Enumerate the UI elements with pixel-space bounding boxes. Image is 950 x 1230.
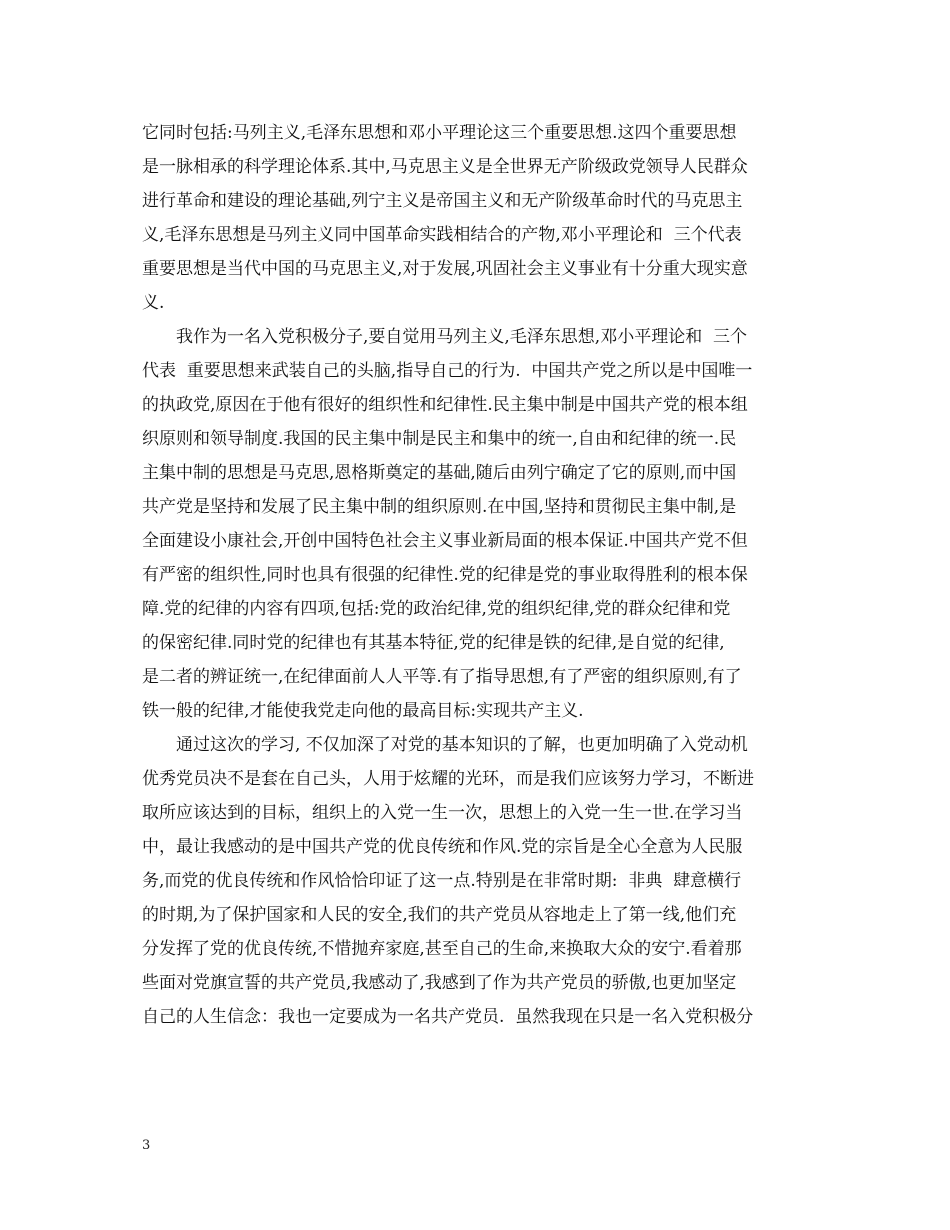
text-line: 取所应该达到的目标，组织上的入党一生一次，思想上的入党一生一世.在学习当 (142, 803, 743, 823)
text-line: 分发挥了党的优良传统,不惜抛弃家庭,甚至自己的生命,来换取大众的安宁.看着那 (142, 939, 742, 959)
text-line: 全面建设小康社会,开创中国特色社会主义事业新局面的根本保证.中国共产党不但 (142, 531, 748, 551)
text-line: 中，最让我感动的是中国共产党的优良传统和作风.党的宗旨是全心全意为人民服 (142, 837, 743, 857)
text-line: 障.党的纪律的内容有四项,包括:党的政治纪律,党的组织纪律,党的群众纪律和党 (142, 599, 731, 619)
text-line: 有严密的组织性,同时也具有很强的纪律性.党的纪律是党的事业取得胜利的根本保 (142, 565, 748, 585)
text-line: 优秀党员决不是套在自己头，人用于炫耀的光环，而是我们应该努力学习，不断进 (142, 769, 754, 789)
text-line: 是一脉相承的科学理论体系.其中,马克思主义是全世界无产阶级政党领导人民群众 (142, 157, 748, 177)
text-line: 是二者的辨证统一,在纪律面前人人平等.有了指导思想,有了严密的组织原则,有了 (142, 667, 742, 687)
text-line: 重要思想是当代中国的马克思主义,对于发展,巩固社会主义事业有十分重大现实意 (142, 259, 748, 279)
text-line: 我作为一名入党积极分子,要自觉用马列主义,毛泽东思想,邓小平理论和 三个 (176, 327, 748, 347)
text-line: 它同时包括:马列主义,毛泽东思想和邓小平理论这三个重要思想.这四个重要思想 (142, 123, 737, 143)
text-line: 代表 重要思想来武装自己的头脑,指导自己的行为. 中国共产党之所以是中国唯一 (142, 361, 753, 381)
page-number: 3 (142, 1138, 151, 1153)
text-line: 通过这次的学习, 不仅加深了对党的基本知识的了解，也更加明确了入党动机 (176, 735, 748, 755)
text-line: 进行革命和建设的理论基础,列宁主义是帝国主义和无产阶级革命时代的马克思主 (142, 191, 743, 211)
text-line: 共产党是坚持和发展了民主集中制的组织原则.在中国,坚持和贯彻民主集中制,是 (142, 497, 737, 517)
text-line: 的执政党,原因在于他有很好的组织性和纪律性.民主集中制是中国共产党的根本组 (142, 395, 748, 415)
text-line: 义. (142, 293, 165, 313)
text-line: 务,而党的优良传统和作风恰恰印证了这一点.特别是在非常时期: 非典 肆意横行 (142, 871, 742, 891)
text-line: 自己的人生信念：我也一定要成为一名共产党员. 虽然我现在只是一名入党积极分 (142, 1007, 754, 1027)
text-line: 铁一般的纪律,才能使我党走向他的最高目标:实现共产主义. (142, 701, 584, 721)
text-line: 的保密纪律.同时党的纪律也有其基本特征,党的纪律是铁的纪律,是自觉的纪律, (142, 633, 725, 653)
body-text (142, 116, 822, 1034)
text-line: 义,毛泽东思想是马列主义同中国革命实践相结合的产物,邓小平理论和 三个代表 (142, 225, 742, 245)
text-line: 些面对党旗宣誓的共产党员,我感动了,我感到了作为共产党员的骄傲,也更加坚定 (142, 973, 737, 993)
text-line: 的时期,为了保护国家和人民的安全,我们的共产党员从容地走上了第一线,他们充 (142, 905, 737, 925)
text-line: 织原则和领导制度.我国的民主集中制是民主和集中的统一,自由和纪律的统一.民 (142, 429, 737, 449)
text-line: 主集中制的思想是马克思,恩格斯奠定的基础,随后由列宁确定了它的原则,而中国 (142, 463, 737, 483)
